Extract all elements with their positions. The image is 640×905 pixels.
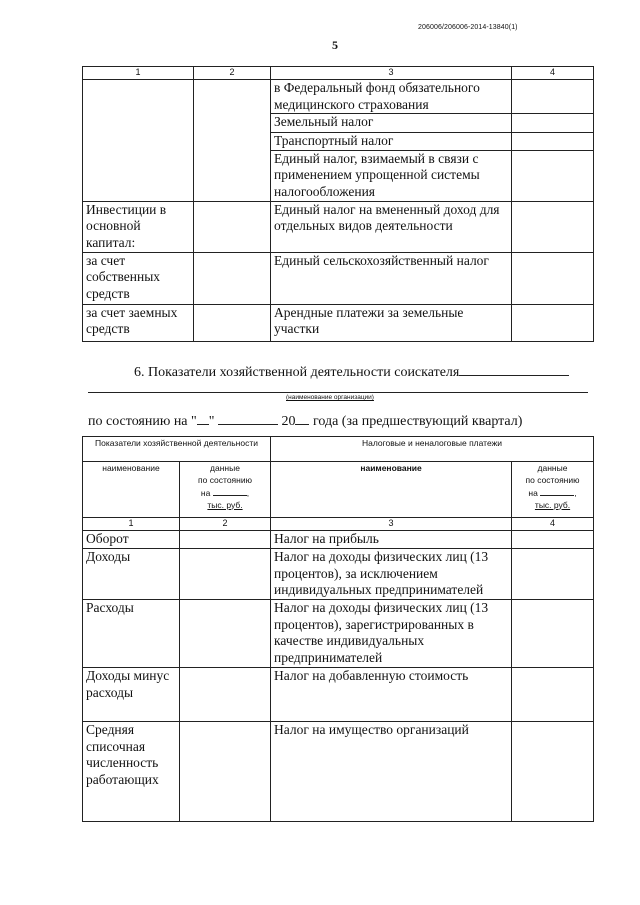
indicator-cell: Средняя списочная численность работающих [83,722,180,822]
value-cell [180,722,271,822]
tax-name-cell: Налог на доходы физических лиц (13 процентов), за исключением индивидуальных предпринимателей [271,549,512,600]
indicator-cell [83,80,194,202]
tax-name-cell: Земельный налог [271,114,512,133]
tax-name-cell: Арендные платежи за земельные участки [271,304,512,341]
tax-name-cell: Налог на имущество организаций [271,722,512,822]
value-cell [180,668,271,722]
indicator-cell: за счет собственных средств [83,252,194,304]
subheader-data-unit: тыс. руб. [207,499,243,510]
table-row [83,201,594,252]
date-blank[interactable] [213,486,247,496]
col-number: 4 [512,518,594,531]
value-cell [180,549,271,600]
as-of-date-line [88,412,522,430]
page-number: 5 [332,38,338,52]
tax-name-cell: Налог на добавленную стоимость [271,668,512,722]
tax-name-cell: Единый налог на вмененный доход для отдельных видов деятельности [271,201,512,252]
col-number: 2 [194,67,271,80]
value-cell [194,201,271,252]
value-cell [512,133,594,151]
indicator-cell: Инвестиции в основной капитал: [83,201,194,252]
value-cell [180,531,271,549]
subheader-name: наименование [83,462,180,518]
organization-caption: (наименование организации) [286,394,374,401]
tax-name-cell: Транспортный налог [271,133,512,151]
value-cell [512,668,594,722]
subheader-row [83,462,594,518]
table-row [83,531,594,549]
table-row [83,549,594,600]
tax-name-cell: Единый сельскохозяйственный налог [271,252,512,304]
value-cell [512,114,594,133]
table-row [83,722,594,822]
subheader-data-line: по состоянию [198,474,252,485]
subheader-data-line: на [200,488,211,498]
value-cell [194,80,271,202]
indicator-cell: Оборот [83,531,180,549]
value-cell [180,600,271,668]
document-id: 206006/206006-2014-13840(1) [418,24,518,31]
col-number: 3 [271,518,512,531]
subheader-data: данные по состоянию на , тыс. руб. [512,462,594,518]
header-indicators: Показатели хозяйственной деятельности [83,437,271,462]
year-blank[interactable] [295,412,309,425]
applicant-name-blank[interactable] [459,362,569,376]
date-blank[interactable] [540,486,574,496]
indicator-cell: Доходы [83,549,180,600]
subheader-data-line: на [528,488,538,498]
indicator-cell: Расходы [83,600,180,668]
col-number: 2 [180,518,271,531]
column-number-row [83,67,594,80]
as-of-prefix: по состоянию на " [88,414,197,429]
day-blank[interactable] [197,412,209,425]
value-cell [512,304,594,341]
tax-name-cell: Единый налог, взимаемый в связи с применением упрощенной системы налогообложения [271,150,512,201]
as-of-suffix: года (за предшествующий квартал) [312,414,523,429]
subheader-data-line: данные [210,463,240,473]
table-row [83,600,594,668]
table-row [83,668,594,722]
value-cell [512,80,594,114]
as-of-quote: " [208,414,215,429]
subheader-name: наименование [271,462,512,518]
col-number: 4 [512,67,594,80]
value-cell [512,252,594,304]
col-number: 3 [271,67,512,80]
section-title [134,362,569,381]
subheader-data: данные по состоянию на , тыс. руб. [180,462,271,518]
value-cell [512,600,594,668]
value-cell [512,549,594,600]
value-cell [512,150,594,201]
value-cell [194,252,271,304]
value-cell [194,304,271,341]
table-row [83,304,594,341]
table-row [83,80,594,114]
business-indicators-table [82,436,594,822]
value-cell [512,531,594,549]
organization-line[interactable] [88,392,588,393]
tax-name-cell: в Федеральный фонд обязательного медицинского страхования [271,80,512,114]
tax-name-cell: Налог на прибыль [271,531,512,549]
subheader-data-line: по состоянию [525,474,580,485]
col-number: 1 [83,67,194,80]
tax-continuation-table [82,66,594,342]
value-cell [512,201,594,252]
subheader-data-unit: тыс. руб. [534,499,571,510]
month-blank[interactable] [218,412,278,425]
col-number: 1 [83,518,180,531]
indicator-cell: Доходы минус расходы [83,668,180,722]
subheader-data-line: данные [537,463,568,473]
header-row [83,437,594,462]
table-row [83,252,594,304]
tax-name-cell: Налог на доходы физических лиц (13 процентов), зарегистрированных в качестве индивидуальных предпринимателей [271,600,512,668]
indicator-cell: за счет заемных средств [83,304,194,341]
section-title-text: 6. Показатели хозяйственной деятельности соискателя [134,365,460,380]
value-cell [512,722,594,822]
header-payments: Налоговые и неналоговые платежи [271,437,594,462]
year-prefix: 20 [281,414,296,429]
column-number-row [83,518,594,531]
